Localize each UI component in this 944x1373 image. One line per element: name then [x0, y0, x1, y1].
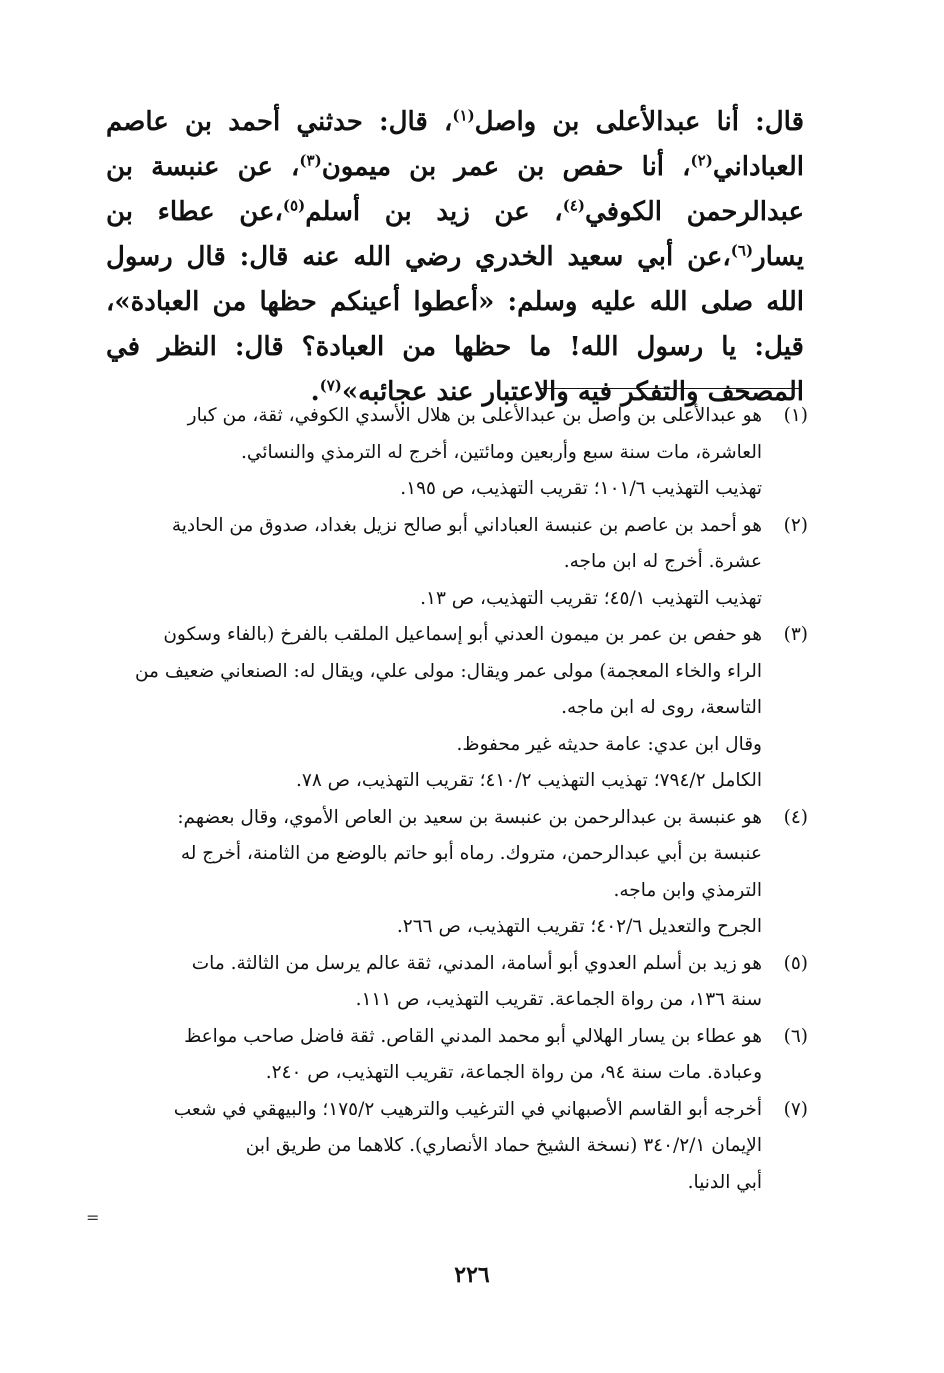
- footnote-number: (١): [783, 405, 808, 426]
- main-text-segment: .: [310, 377, 320, 407]
- footnote-line: أبي الدنيا.: [687, 1171, 762, 1193]
- footnote-ref-7[interactable]: (٧): [319, 376, 342, 395]
- main-text: [106, 100, 804, 415]
- footnote-body: [108, 1019, 762, 1092]
- footnote-number: (٥): [783, 952, 808, 974]
- footnote-line: عشرة. أخرج له ابن ماجه.: [563, 551, 762, 572]
- footnote-line: هو عنبسة بن عبدالرحمن بن عنبسة بن سعيد بن العاص الأموي، وقال بعضهم:: [177, 806, 762, 828]
- footnote-number: (٤): [783, 806, 808, 828]
- footnote-body: [108, 800, 762, 946]
- footnote-2: [108, 508, 808, 618]
- footnote-line: تهذيب التهذيب ٤٥/١؛ تقريب التهذيب، ص ١٣.: [420, 587, 762, 609]
- footnote-separator: [540, 388, 802, 389]
- main-text-segment: ، أنا حفص بن عمر بن ميمون: [321, 152, 691, 182]
- footnote-line: عنبسة بن أبي عبدالرحمن، متروك. رماه أبو حاتم بالوضع من الثامنة، أخرج له: [180, 843, 762, 864]
- main-text-segment: ، عن عنبسة بن عبدالرحمن الكوفي: [106, 152, 804, 227]
- footnote-ref-4[interactable]: (٤): [562, 196, 585, 215]
- footnote-number: (٧): [783, 1098, 808, 1120]
- footnote-ref-6[interactable]: (٦): [730, 241, 754, 260]
- main-text-segment: قال: أنا عبدالأعلى بن واصل: [474, 107, 805, 137]
- footnote-number: (٢): [783, 514, 808, 536]
- main-text-segment: ، عن زيد بن أسلم: [305, 197, 563, 227]
- footnote-line: الترمذي وابن ماجه.: [613, 879, 762, 901]
- footnote-3: [108, 617, 808, 800]
- footnote-line: أخرجه أبو القاسم الأصبهاني في الترغيب والترهيب ١٧٥/٢؛ والبيهقي في شعب: [173, 1098, 762, 1120]
- footnote-line: وعبادة. مات سنة ٩٤، من رواة الجماعة، تقريب التهذيب، ص ٢٤٠.: [265, 1062, 762, 1083]
- footnote-5: [108, 946, 808, 1019]
- footnote-line: وقال ابن عدي: عامة حديثه غير محفوظ.: [456, 733, 762, 755]
- footnotes-section: [108, 398, 808, 1201]
- footnote-body: [108, 946, 762, 1019]
- footnote-6: [108, 1019, 808, 1092]
- main-text-segment: ،عن أبي سعيد الخدري رضي الله عنه قال: قال رسول الله صلى الله عليه وسلم: «أعطوا أعينكم حظها من العبادة»، قيل: يا رسول الله! ما حظها من العبادة؟ قال: النظر في المصحف والتفكر فيه والاعتبار عند عجائبه»: [106, 242, 804, 407]
- footnote-ref-1[interactable]: (١): [452, 106, 475, 125]
- main-text-segment: ، قال: حدثني أحمد بن عاصم العباداني: [106, 107, 804, 182]
- footnote-ref-5[interactable]: (٥): [282, 196, 306, 215]
- footnote-line: العاشرة، مات سنة سبع وأربعين ومائتين، أخرج له الترمذي والنسائي.: [241, 441, 762, 463]
- footnote-4: [108, 800, 808, 946]
- footnote-number: (٦): [783, 1025, 808, 1047]
- footnote-7: [108, 1092, 808, 1202]
- footnote-number: (٣): [783, 624, 808, 645]
- footnote-line: الجرح والتعديل ٤٠٢/٦؛ تقريب التهذيب، ص ٢٦٦.: [396, 916, 762, 937]
- footnote-line: سنة ١٣٦، من رواة الجماعة. تقريب التهذيب، ص ١١١.: [355, 989, 762, 1010]
- footnote-line: هو عبدالأعلى بن واصل بن عبدالأعلى بن هلال الأسدي الكوفي، ثقة، من كبار: [187, 405, 762, 426]
- hadith-paragraph: [106, 100, 804, 415]
- footnote-body: [108, 508, 762, 618]
- footnote-1: [108, 398, 808, 508]
- footnote-line: الكامل ٧٩٤/٢؛ تهذيب التهذيب ٤١٠/٢؛ تقريب التهذيب، ص ٧٨.: [296, 770, 762, 791]
- footnote-line: هو عطاء بن يسار الهلالي أبو محمد المدني القاص. ثقة فاضل صاحب مواعظ: [184, 1025, 762, 1047]
- main-text-segment: ،عن عطاء بن يسار: [106, 197, 804, 272]
- footnote-line: هو حفص بن عمر بن ميمون العدني أبو إسماعيل الملقب بالفرخ (بالفاء وسكون: [163, 624, 762, 645]
- footnote-line: التاسعة، روى له ابن ماجه.: [561, 697, 762, 718]
- footnote-line: هو زيد بن أسلم العدوي أبو أسامة، المدني، ثقة عالم يرسل من الثالثة. مات: [191, 952, 762, 974]
- page-number: ٢٢٦: [454, 1262, 490, 1288]
- footnote-body: [108, 617, 762, 800]
- footnote-line: تهذيب التهذيب ١٠١/٦؛ تقريب التهذيب، ص ١٩٥.: [400, 478, 762, 499]
- footnote-line: الراء والخاء المعجمة) مولى عمر ويقال: مولى علي، ويقال له: الصنعاني ضعيف من: [134, 660, 762, 682]
- footnote-line: هو أحمد بن عاصم بن عنبسة العباداني أبو صالح نزيل بغداد، صدوق من الحادية: [171, 514, 762, 536]
- footnote-ref-3[interactable]: (٣): [299, 151, 322, 170]
- footnote-line: الإيمان ٣٤٠/٢/١ (نسخة الشيخ حماد الأنصاري). كلاهما من طريق ابن: [245, 1135, 762, 1156]
- footnote-ref-2[interactable]: (٢): [690, 151, 713, 170]
- footnote-body: [108, 1092, 762, 1202]
- footnote-body: [108, 398, 762, 508]
- margin-mark: =: [86, 1208, 100, 1227]
